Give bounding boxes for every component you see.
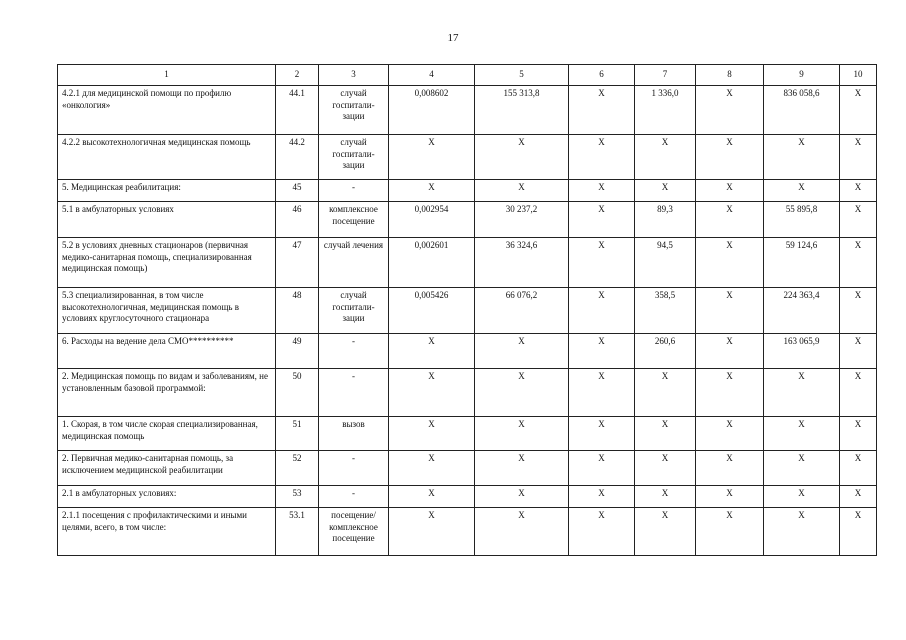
cell-col-4: X: [389, 417, 475, 451]
cell-col-4: X: [389, 135, 475, 180]
data-table: [57, 64, 877, 556]
cell-col-9: X: [764, 369, 840, 417]
unit: случай госпитали-зации: [319, 86, 389, 135]
cell-col-6: X: [569, 86, 635, 135]
table-row: [58, 238, 877, 288]
row-code: 44.1: [276, 86, 319, 135]
cell-col-8: X: [696, 417, 764, 451]
cell-col-6: X: [569, 288, 635, 334]
cell-col-5: X: [475, 417, 569, 451]
cell-col-8: X: [696, 180, 764, 202]
cell-col-5: X: [475, 486, 569, 508]
cell-col-9: 59 124,6: [764, 238, 840, 288]
cell-col-9: X: [764, 508, 840, 556]
row-code: 47: [276, 238, 319, 288]
cell-col-7: X: [635, 369, 696, 417]
cell-col-7: X: [635, 486, 696, 508]
row-name: 4.2.2 высокотехнологичная медицинская помощь: [58, 135, 276, 180]
cell-col-6: X: [569, 202, 635, 238]
cell-col-9: X: [764, 451, 840, 486]
cell-col-4: X: [389, 369, 475, 417]
cell-col-7: X: [635, 451, 696, 486]
cell-col-8: X: [696, 486, 764, 508]
row-code: 50: [276, 369, 319, 417]
header-row: [58, 65, 877, 86]
page-number: 17: [447, 32, 459, 44]
cell-col-8: X: [696, 288, 764, 334]
row-name: 2. Медицинская помощь по видам и заболеваниям, не установленным базовой программой:: [58, 369, 276, 417]
cell-col-6: X: [569, 369, 635, 417]
cell-col-10: X: [840, 180, 877, 202]
cell-col-6: X: [569, 180, 635, 202]
column-header: 4: [389, 65, 475, 86]
unit: случай лечения: [319, 238, 389, 288]
row-name: 6. Расходы на ведение дела СМО**********: [58, 334, 276, 369]
cell-col-4: X: [389, 486, 475, 508]
cell-col-10: X: [840, 486, 877, 508]
cell-col-7: 1 336,0: [635, 86, 696, 135]
unit: случай госпитали-зации: [319, 288, 389, 334]
cell-col-9: X: [764, 135, 840, 180]
cell-col-5: 36 324,6: [475, 238, 569, 288]
cell-col-8: X: [696, 451, 764, 486]
cell-col-9: 836 058,6: [764, 86, 840, 135]
column-header: 6: [569, 65, 635, 86]
cell-col-8: X: [696, 238, 764, 288]
unit: -: [319, 451, 389, 486]
cell-col-4: 0,002601: [389, 238, 475, 288]
column-header: 8: [696, 65, 764, 86]
unit: -: [319, 369, 389, 417]
cell-col-4: X: [389, 451, 475, 486]
column-header: 10: [840, 65, 877, 86]
table-row: [58, 451, 877, 486]
row-code: 45: [276, 180, 319, 202]
column-header: 3: [319, 65, 389, 86]
cell-col-10: X: [840, 288, 877, 334]
cell-col-10: X: [840, 451, 877, 486]
cell-col-9: X: [764, 417, 840, 451]
row-name: 5. Медицинская реабилитация:: [58, 180, 276, 202]
cell-col-5: X: [475, 180, 569, 202]
cell-col-10: X: [840, 417, 877, 451]
table-row: [58, 202, 877, 238]
row-code: 53: [276, 486, 319, 508]
row-name: 2.1 в амбулаторных условиях:: [58, 486, 276, 508]
cell-col-9: 55 895,8: [764, 202, 840, 238]
cell-col-10: X: [840, 369, 877, 417]
cell-col-8: X: [696, 508, 764, 556]
row-code: 49: [276, 334, 319, 369]
cell-col-8: X: [696, 202, 764, 238]
cell-col-7: 94,5: [635, 238, 696, 288]
cell-col-7: X: [635, 135, 696, 180]
cell-col-6: X: [569, 135, 635, 180]
cell-col-9: X: [764, 180, 840, 202]
cell-col-10: X: [840, 202, 877, 238]
row-code: 53.1: [276, 508, 319, 556]
row-name: 5.3 специализированная, в том числе высокотехнологичная, медицинская помощь в условиях круглосуточного стационара: [58, 288, 276, 334]
table-row: [58, 334, 877, 369]
cell-col-4: 0,005426: [389, 288, 475, 334]
table-row: [58, 86, 877, 135]
cell-col-7: 358,5: [635, 288, 696, 334]
cell-col-7: X: [635, 508, 696, 556]
row-name: 5.2 в условиях дневных стационаров (первичная медико-санитарная помощь, специализированная медицинская помощь): [58, 238, 276, 288]
cell-col-9: X: [764, 486, 840, 508]
column-header: 7: [635, 65, 696, 86]
row-code: 48: [276, 288, 319, 334]
row-name: 1. Скорая, в том числе скорая специализированная, медицинская помощь: [58, 417, 276, 451]
cell-col-8: X: [696, 369, 764, 417]
cell-col-4: 0,002954: [389, 202, 475, 238]
unit: -: [319, 486, 389, 508]
cell-col-5: 66 076,2: [475, 288, 569, 334]
cell-col-10: X: [840, 334, 877, 369]
row-code: 52: [276, 451, 319, 486]
row-name: 4.2.1 для медицинской помощи по профилю «онкология»: [58, 86, 276, 135]
cell-col-7: X: [635, 417, 696, 451]
unit: случай госпитали-зации: [319, 135, 389, 180]
column-header: 1: [58, 65, 276, 86]
cell-col-7: X: [635, 180, 696, 202]
unit: вызов: [319, 417, 389, 451]
unit: -: [319, 180, 389, 202]
table-row: [58, 288, 877, 334]
cell-col-6: X: [569, 238, 635, 288]
table-row: [58, 369, 877, 417]
row-name: 2.1.1 посещения с профилактическими и иными целями, всего, в том числе:: [58, 508, 276, 556]
row-code: 44.2: [276, 135, 319, 180]
cell-col-4: X: [389, 334, 475, 369]
table-row: [58, 180, 877, 202]
cell-col-6: X: [569, 334, 635, 369]
unit: посещение/ комплексное посещение: [319, 508, 389, 556]
cell-col-9: 163 065,9: [764, 334, 840, 369]
cell-col-10: X: [840, 238, 877, 288]
cell-col-7: 89,3: [635, 202, 696, 238]
unit: комплексное посещение: [319, 202, 389, 238]
cell-col-5: 30 237,2: [475, 202, 569, 238]
row-name: 5.1 в амбулаторных условиях: [58, 202, 276, 238]
row-code: 51: [276, 417, 319, 451]
cell-col-4: X: [389, 180, 475, 202]
cell-col-5: X: [475, 451, 569, 486]
cell-col-10: X: [840, 508, 877, 556]
cell-col-8: X: [696, 135, 764, 180]
table-row: [58, 486, 877, 508]
table-row: [58, 417, 877, 451]
column-header: 5: [475, 65, 569, 86]
cell-col-5: X: [475, 135, 569, 180]
cell-col-4: X: [389, 508, 475, 556]
column-header: 2: [276, 65, 319, 86]
cell-col-5: X: [475, 508, 569, 556]
cell-col-5: 155 313,8: [475, 86, 569, 135]
cell-col-5: X: [475, 334, 569, 369]
cell-col-9: 224 363,4: [764, 288, 840, 334]
cell-col-10: X: [840, 135, 877, 180]
cell-col-10: X: [840, 86, 877, 135]
table-row: [58, 508, 877, 556]
cell-col-5: X: [475, 369, 569, 417]
cell-col-6: X: [569, 417, 635, 451]
cell-col-8: X: [696, 86, 764, 135]
cell-col-4: 0,008602: [389, 86, 475, 135]
unit: -: [319, 334, 389, 369]
row-name: 2. Первичная медико-санитарная помощь, за исключением медицинской реабилитации: [58, 451, 276, 486]
cell-col-6: X: [569, 486, 635, 508]
cell-col-6: X: [569, 451, 635, 486]
cell-col-8: X: [696, 334, 764, 369]
table-row: [58, 135, 877, 180]
cell-col-7: 260,6: [635, 334, 696, 369]
column-header: 9: [764, 65, 840, 86]
row-code: 46: [276, 202, 319, 238]
cell-col-6: X: [569, 508, 635, 556]
